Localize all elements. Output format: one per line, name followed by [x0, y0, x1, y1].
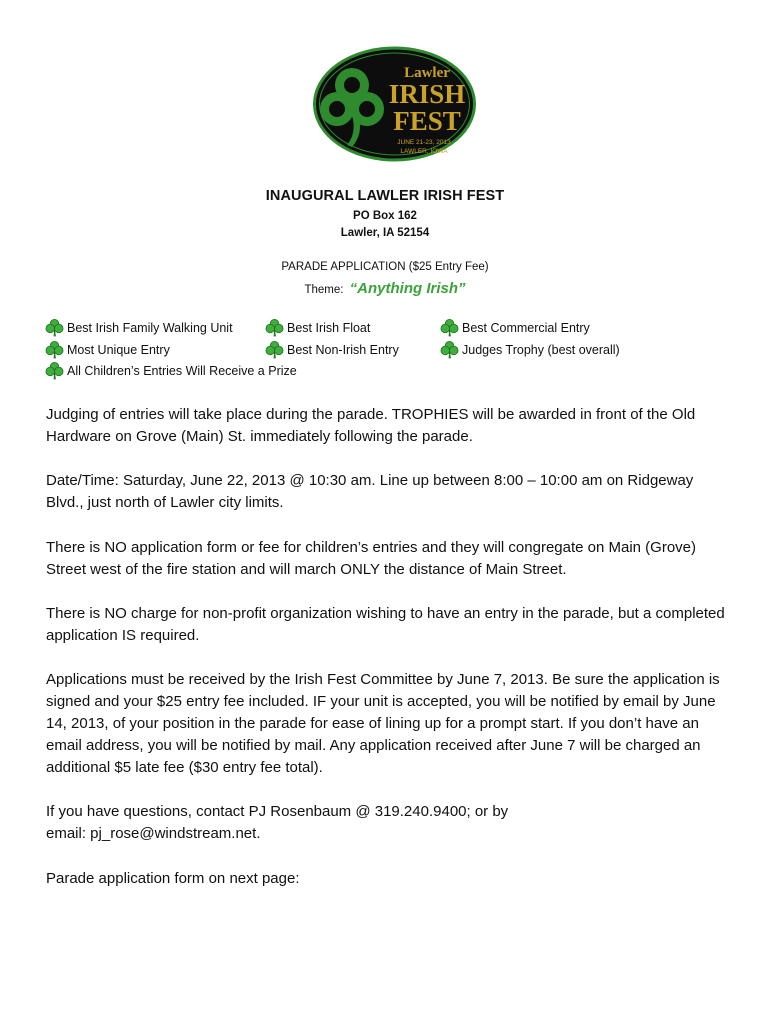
paragraph-applications: Applications must be received by the Irish Fest Committee by June 7, 2013. Be sure the application is signed and your $25 entry fee included. IF your unit is accepted, you will be notified by email by June 14, 2013, of your position in the parade for ease of lining up for a prompt start. If you don’t have an email address, you will be notified by mail. Any application received after June 7 will be charged an additional $5 late fee ($30 entry fee total). [46, 671, 720, 776]
svg-text:IRISH: IRISH [388, 79, 466, 109]
paragraph-non-profit: There is NO charge for non-profit organization wishing to have an entry in the parade, but a completed application IS required. [46, 605, 725, 644]
shamrock-icon [45, 361, 64, 380]
shamrock-icon [440, 340, 459, 359]
paragraph-childrens-entries: There is NO application form or fee for children’s entries and they will congregate on Main (Grove) Street west of the fire station and will march ONLY the distance of Main Street. [46, 539, 697, 578]
theme-label: Theme: [304, 284, 344, 296]
lawler-irish-fest-logo [312, 45, 477, 163]
shamrock-icon [45, 318, 64, 337]
award-label: Most Unique Entry [67, 342, 170, 357]
award-label: Best Irish Float [287, 320, 371, 335]
parade-application-heading: PARADE APPLICATION ($25 Entry Fee) [281, 261, 489, 273]
paragraph-date-time: Date/Time: Saturday, June 22, 2013 @ 10:30 am. Line up between 8:00 – 10:00 am on Ridgeway Blvd., just north of Lawler city limits. [46, 472, 694, 511]
award-item [265, 340, 399, 359]
award-label: Best Commercial Entry [462, 320, 590, 335]
shamrock-icon [45, 340, 64, 359]
address-po-box: PO Box 162 [353, 210, 417, 222]
svg-text:FEST: FEST [393, 106, 461, 136]
svg-text:LAWLER, IOWA: LAWLER, IOWA [400, 148, 448, 155]
award-label: Best Irish Family Walking Unit [67, 320, 233, 335]
award-item [45, 318, 233, 337]
paragraph-contact: If you have questions, contact PJ Rosenbaum @ 319.240.9400; or by email: pj_rose@windstream.net. [46, 803, 509, 842]
theme-value: “Anything Irish” [349, 280, 466, 297]
award-item [265, 318, 370, 337]
shamrock-icon [440, 318, 459, 337]
award-label: All Children’s Entries Will Receive a Prize [67, 363, 297, 378]
theme-line [0, 280, 770, 297]
award-item [440, 340, 620, 359]
award-item [440, 318, 590, 337]
paragraph-next-page: Parade application form on next page: [46, 870, 300, 887]
document-title: INAUGURAL LAWLER IRISH FEST [265, 188, 505, 204]
address-city: Lawler, IA 52154 [340, 227, 430, 239]
svg-text:Lawler: Lawler [404, 65, 450, 81]
award-label: Judges Trophy (best overall) [462, 342, 620, 357]
svg-text:JUNE 21-23, 2013: JUNE 21-23, 2013 [397, 139, 451, 146]
shamrock-icon [265, 318, 284, 337]
paragraph-judging: Judging of entries will take place during the parade. TROPHIES will be awarded in front of the Old Hardware on Grove (Main) St. immediately following the parade. [46, 406, 696, 445]
award-item [45, 340, 170, 359]
award-label: Best Non-Irish Entry [287, 342, 399, 357]
award-item [45, 361, 297, 380]
shamrock-icon [265, 340, 284, 359]
